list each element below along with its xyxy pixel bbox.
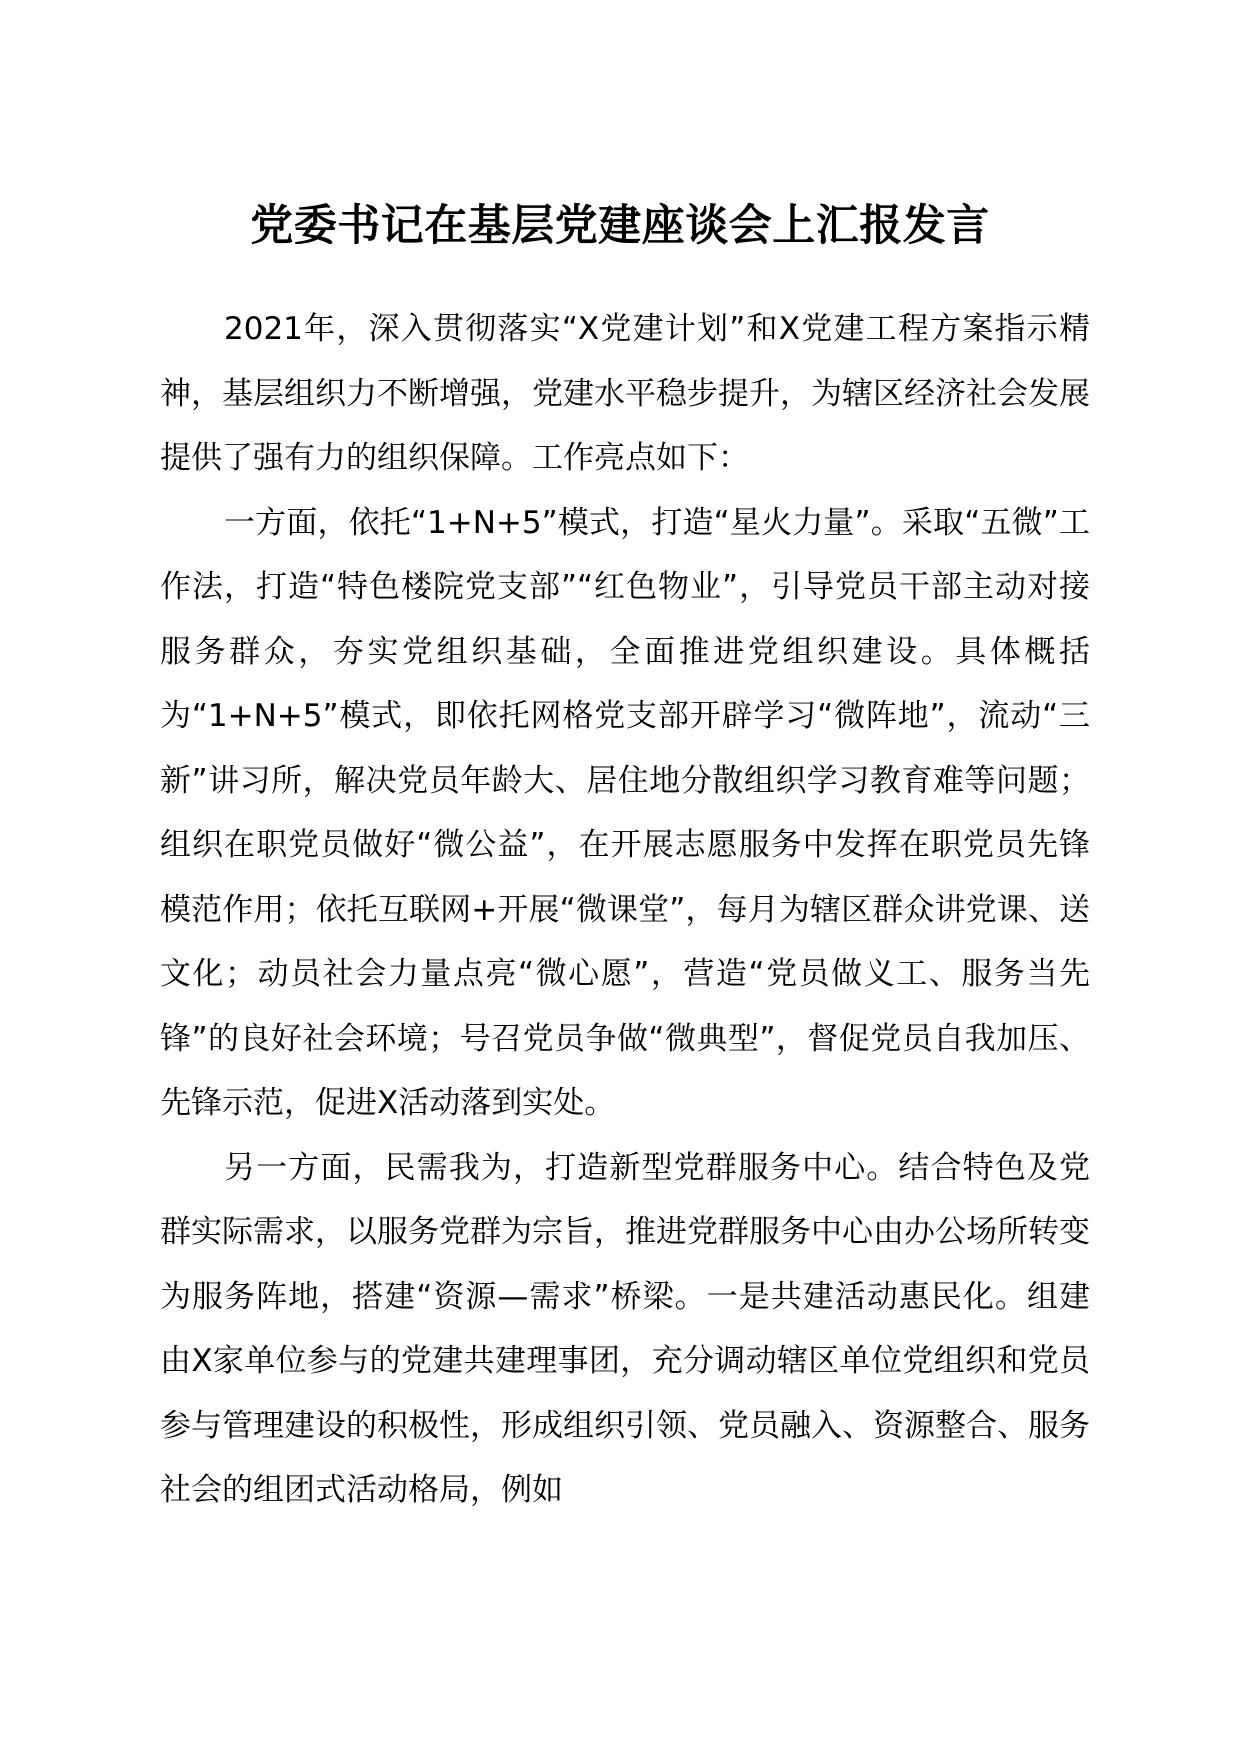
document-body: [160, 297, 1090, 1523]
document-title: 党委书记在基层党建座谈会上汇报发言: [250, 201, 990, 251]
paragraph-2: 一方面，依托“1+N+5”模式，打造“星火力量”。采取“五微”工作法，打造“特色楼院党支部”“红色物业”，引导党员干部主动对接服务群众，夯实党组织基础，全面推进党组织建设。具体概括为“1+N+5”模式，即依托网格党支部开辟学习“微阵地”，流动“三新”讲习所，解决党员年龄大、居住地分散组织学习教育难等问题；组织在职党员做好“微公益”，在开展志愿服务中发挥在职党员先锋模范作用；依托互联网+开展“微课堂”，每月为辖区群众讲党课、送文化；动员社会力量点亮“微心愿”，营造“党员做义工、服务当先锋”的良好社会环境；号召党员争做“微典型”，督促党员自我加压、先锋示范，促进X活动落到实处。: [160, 504, 1090, 1121]
paragraph-1: 2021年，深入贯彻落实“X党建计划”和X党建工程方案指示精神，基层组织力不断增强，党建水平稳步提升，为辖区经济社会发展提供了强有力的组织保障。工作亮点如下：: [160, 311, 1090, 476]
paragraph-3: 另一方面，民需我为，打造新型党群服务中心。结合特色及党群实际需求，以服务党群为宗旨，推进党群服务中心由办公场所转变为服务阵地，搭建“资源—需求”桥梁。一是共建活动惠民化。组建由X家单位参与的党建共建理事团，充分调动辖区单位党组织和党员参与管理建设的积极性，形成组织引领、党员融入、资源整合、服务社会的组团式活动格局，例如: [160, 1149, 1090, 1508]
